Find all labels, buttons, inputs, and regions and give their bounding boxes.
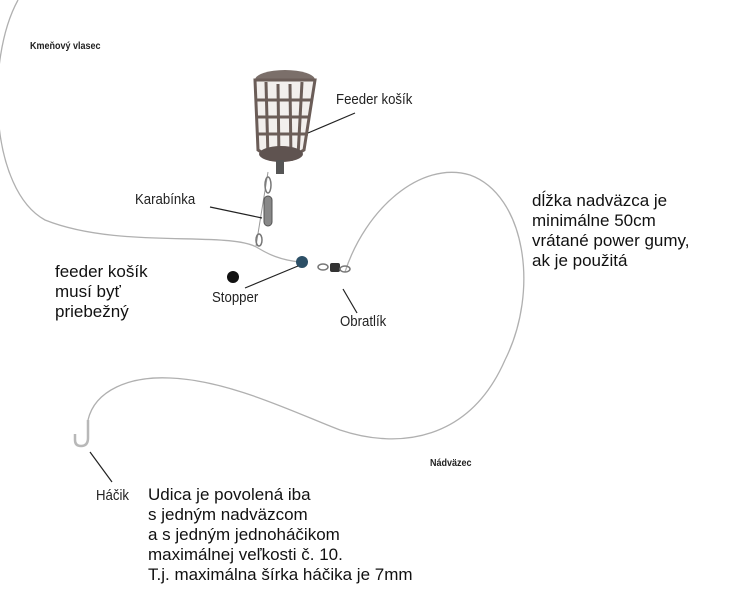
label-feeder: Feeder košík (336, 91, 413, 108)
note-feeder-line: priebežný (55, 302, 129, 321)
note-hook-line: s jedným nadväzcom (148, 505, 308, 524)
label-hook: Háčik (96, 487, 130, 504)
note-hook-rule (148, 485, 413, 585)
note-hook-line: T.j. maximálna šírka háčika je 7mm (148, 565, 413, 584)
note-hooklink-line: ak je použitá (532, 251, 628, 270)
note-hook-line: Udica je povolená iba (148, 485, 311, 504)
note-feeder (55, 262, 148, 322)
pointer-hook (90, 452, 112, 482)
note-hooklink-line: minimálne 50cm (532, 211, 656, 230)
note-hook-line: maximálnej veľkosti č. 10. (148, 545, 343, 564)
stopper-bead (227, 271, 239, 283)
note-hook-line: a s jedným jednoháčikom (148, 525, 340, 544)
note-feeder-line: feeder košík (55, 262, 148, 281)
hook (75, 420, 88, 446)
label-stopper: Stopper (212, 289, 259, 306)
pointer-stopper (245, 266, 298, 288)
hooklink-line (88, 172, 524, 439)
note-hooklink-length (532, 191, 689, 271)
snap-swivel (256, 177, 272, 246)
label-snap: Karabínka (135, 191, 196, 208)
label-hooklink: Nádväzec (430, 458, 472, 469)
main-line (0, 0, 300, 262)
note-hooklink-line: vrátané power gumy, (532, 231, 690, 250)
note-hooklink-line: dĺžka nadväzca je (532, 191, 668, 210)
pointer-feeder (308, 113, 355, 133)
label-swivel: Obratlík (340, 313, 387, 330)
feeder-cage (255, 70, 315, 174)
label-main-line: Kmeňový vlasec (30, 41, 101, 52)
pointer-swivel (343, 289, 357, 313)
pointer-snap (210, 207, 262, 218)
note-feeder-line: musí byť (55, 282, 121, 301)
